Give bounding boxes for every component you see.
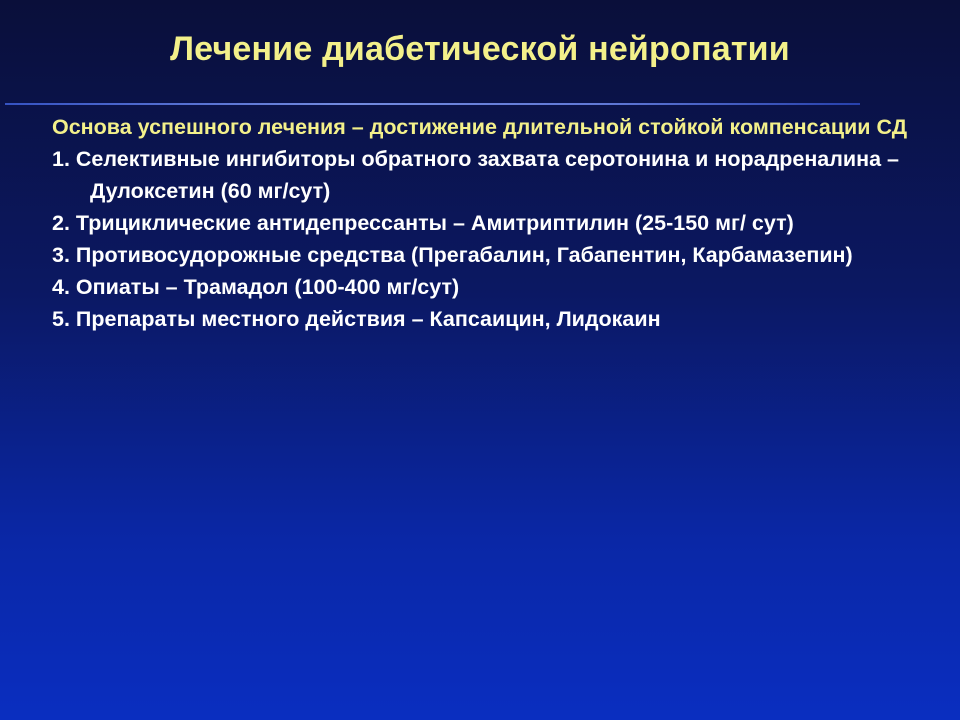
lead-statement: Основа успешного лечения – достижение длительной стойкой компенсации СД [52, 115, 908, 139]
title-divider [5, 103, 860, 105]
list-item: 3. Противосудорожные средства (Прегабалин, Габапентин, Карбамазепин) [52, 243, 853, 267]
list-item: 5. Препараты местного действия – Капсаицин, Лидокаин [52, 307, 661, 331]
slide-content [52, 111, 912, 335]
list-item: 1. Селективные ингибиторы обратного захвата серотонина и норадреналина – Дулоксетин (60 мг/сут) [52, 147, 900, 203]
list-item: 2. Трициклические антидепрессанты – Амитриптилин (25-150 мг/ сут) [52, 211, 794, 235]
slide-title: Лечение диабетической нейропатии [170, 30, 790, 68]
list-item: 4. Опиаты – Трамадол (100-400 мг/сут) [52, 275, 460, 299]
